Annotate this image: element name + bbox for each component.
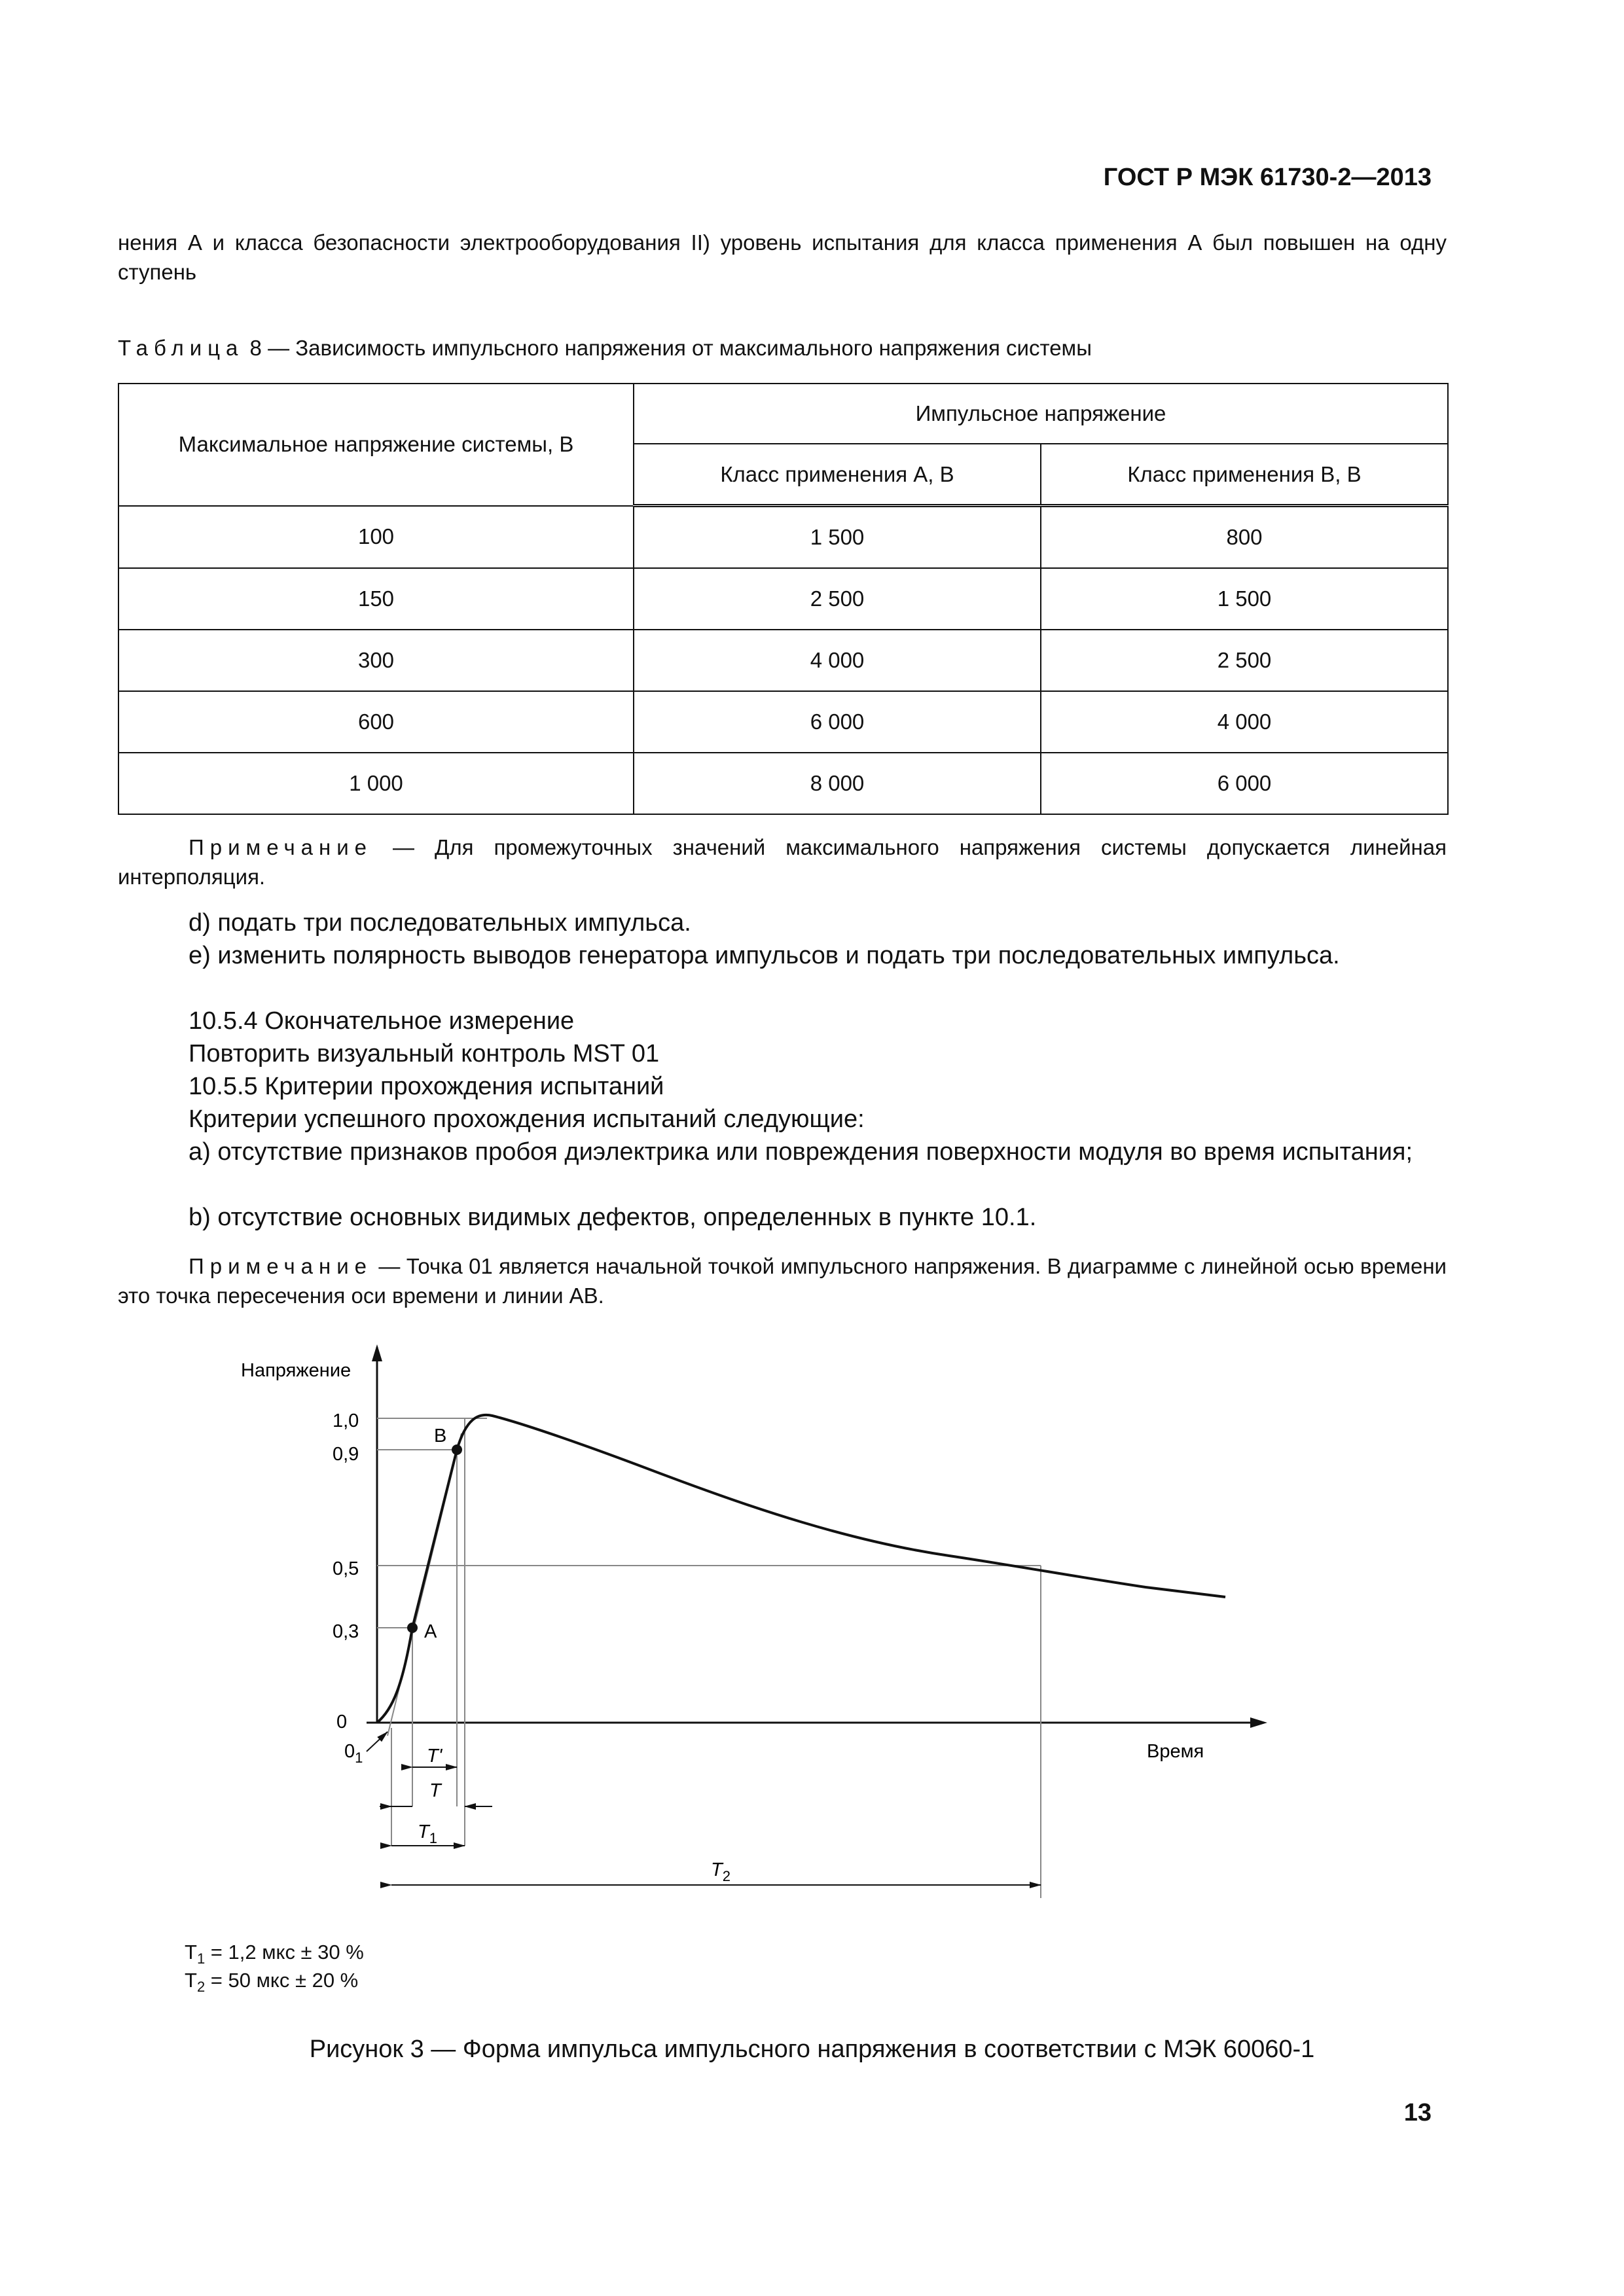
legend-t1	[185, 1941, 364, 1967]
note-text: — Точка 01 является начальной точкой импульсного напряжения. В диаграмме с линейной осью времени это точка пересечения оси времени и линии АВ.	[118, 1254, 1447, 1308]
table-cell: 800	[1041, 506, 1448, 569]
intro-paragraph: нения А и класса безопасности электрооборудования II) уровень испытания для класса применения А был повышен на одну ступень	[118, 230, 1447, 284]
section-10-5-4-text: Повторить визуальный контроль MST 01	[189, 1040, 660, 1067]
legend-t1-value: = 1,2 мкс ± 30 %	[205, 1941, 364, 1964]
table-cell: 2 500	[1041, 630, 1448, 691]
point-b-label: B	[434, 1426, 447, 1446]
table-caption-prefix: Таблица	[118, 336, 244, 360]
y-tick-label: 0	[336, 1712, 348, 1732]
item-d: d) подать три последовательных импульса.	[189, 909, 691, 937]
table-cell: 4 000	[634, 630, 1041, 691]
table-cell: 1 000	[118, 753, 634, 814]
group-header-impulse-voltage: Импульсное напряжение	[634, 384, 1448, 444]
table-cell: 6 000	[1041, 753, 1448, 814]
point-b-marker	[452, 1444, 462, 1455]
col-header-class-a: Класс применения А, В	[634, 444, 1041, 506]
legend-t1-symbol: T	[185, 1941, 197, 1964]
t-prime-label: T'	[427, 1746, 442, 1767]
section-10-5-4-heading: 10.5.4 Окончательное измерение	[189, 1007, 575, 1035]
point-a-label: A	[424, 1621, 437, 1642]
origin-pointer	[367, 1732, 388, 1751]
note-label: Примечание	[189, 835, 373, 859]
table-cell: 1 500	[634, 506, 1041, 569]
legend-t2-symbol: T	[185, 1969, 197, 1992]
t-label: T	[429, 1780, 441, 1801]
t2-label: $T_2$	[711, 1859, 731, 1884]
note-text: — Для промежуточных значений максимального напряжения системы допускается линейная интерполяция.	[118, 835, 1447, 889]
x-axis-arrow	[1250, 1717, 1267, 1728]
table-caption-text: 8 — Зависимость импульсного напряжения от максимального напряжения системы	[244, 336, 1092, 360]
y-tick-label: 0,5	[333, 1558, 359, 1579]
legend-t2-sub: 2	[196, 1979, 206, 1996]
y-axis-arrow	[372, 1344, 382, 1361]
x-axis-label: Время	[1147, 1741, 1204, 1762]
y-tick-label: 0,3	[333, 1621, 359, 1642]
table-cell: 4 000	[1041, 691, 1448, 753]
table-cell: 8 000	[634, 753, 1041, 814]
legend-t1-sub: 1	[196, 1950, 206, 1967]
document-id: ГОСТ Р МЭК 61730-2—2013	[1103, 164, 1432, 191]
col-header-max-voltage: Максимальное напряжение системы, В	[118, 384, 634, 506]
table-cell: 150	[118, 568, 634, 630]
page-number: 13	[1403, 2099, 1432, 2126]
note-label: Примечание	[189, 1254, 373, 1278]
criteria-a: a) отсутствие признаков пробоя диэлектрика или повреждения поверхности модуля во время испытания;	[189, 1138, 1413, 1166]
criteria-intro: Критерии успешного прохождения испытаний следующие:	[189, 1105, 865, 1133]
table-cell: 600	[118, 691, 634, 753]
origin-label: $0_1$	[344, 1741, 363, 1766]
table-cell: 300	[118, 630, 634, 691]
criteria-b: b) отсутствие основных видимых дефектов, определенных в пункте 10.1.	[189, 1204, 1037, 1231]
figure-caption: Рисунок 3 — Форма импульса импульсного напряжения в соответствии с МЭК 60060-1	[309, 2036, 1315, 2063]
table-cell: 2 500	[634, 568, 1041, 630]
y-tick-label: 1,0	[333, 1410, 359, 1431]
item-e: e) изменить полярность выводов генератора импульсов и подать три последовательных импульса.	[189, 942, 1340, 969]
t1-label: $T_1$	[418, 1821, 437, 1846]
legend-t2-value: = 50 мкс ± 20 %	[205, 1969, 359, 1992]
legend-t2	[185, 1969, 358, 1996]
section-10-5-5-heading: 10.5.5 Критерии прохождения испытаний	[189, 1073, 664, 1100]
impulse-waveform	[377, 1415, 1225, 1723]
table-cell: 1 500	[1041, 568, 1448, 630]
y-tick-label: 0,9	[333, 1444, 359, 1465]
table-cell: 6 000	[634, 691, 1041, 753]
y-axis-label: Напряжение	[241, 1360, 352, 1381]
point-a-marker	[407, 1623, 418, 1633]
table-cell: 100	[118, 506, 634, 569]
col-header-class-b: Класс применения В, В	[1041, 444, 1448, 506]
